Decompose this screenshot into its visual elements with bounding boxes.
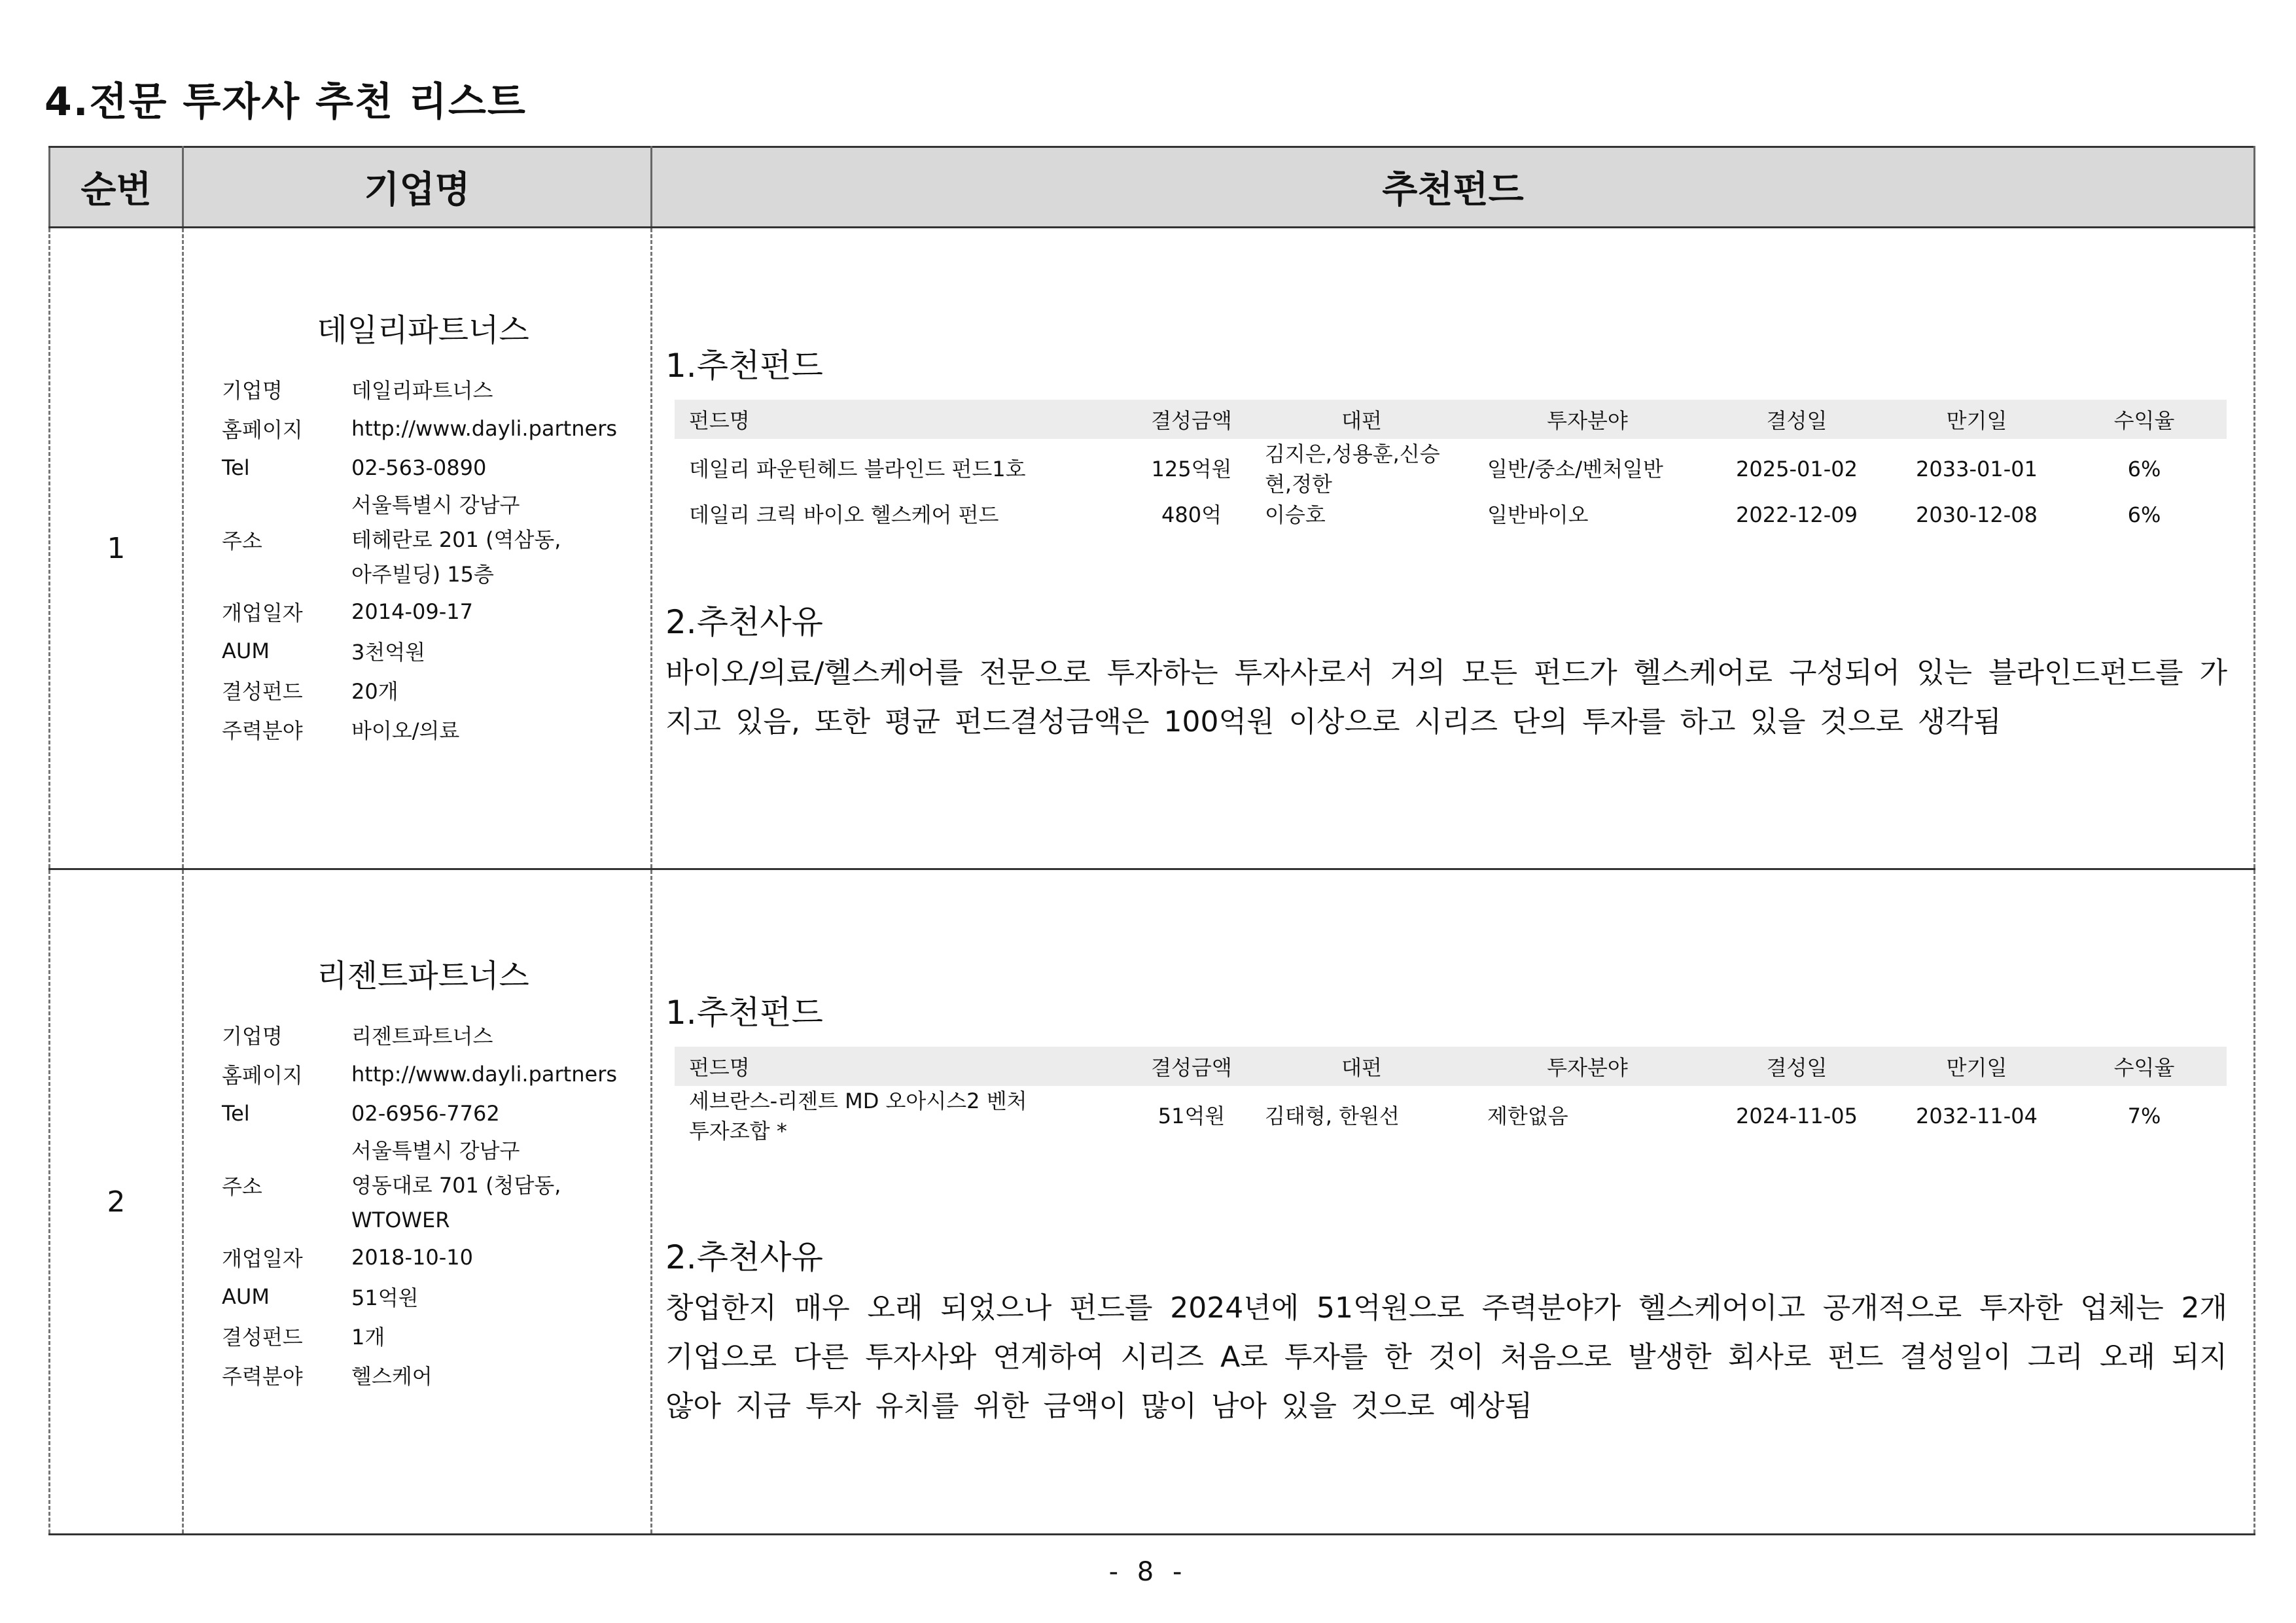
info-label: 주소 [222, 1174, 262, 1199]
funds-cell [652, 869, 2255, 1535]
fund-header-row [675, 400, 2227, 439]
fund-row [675, 499, 2227, 531]
info-value-founded: 2018-10-10 [351, 1245, 473, 1270]
info-label: 결성펀드 [222, 679, 303, 704]
info-label: AUM [222, 1284, 270, 1309]
info-label: 기업명 [222, 378, 283, 403]
company-info-table [222, 1015, 617, 1395]
info-value-address [351, 1133, 617, 1238]
header-num: 순번 [50, 147, 183, 228]
fund-name: 데일리 파운틴헤드 블라인드 펀드1호 [689, 457, 1026, 481]
fund-col-header: 결성일 [1702, 400, 1892, 439]
row-number: 2 [50, 869, 183, 1535]
info-label: 홈페이지 [222, 417, 303, 442]
row-number: 1 [50, 228, 183, 869]
fund-end: 2033-01-01 [1916, 457, 2038, 481]
info-label: 홈페이지 [222, 1063, 303, 1088]
section-title-funds: 1.추천펀드 [665, 347, 823, 385]
fund-col-header: 결성금액 [1133, 1047, 1250, 1086]
info-label: AUM [222, 638, 270, 663]
fund-end: 2032-11-04 [1916, 1104, 2038, 1128]
address-line: 테헤란로 201 (역삼동, [351, 527, 561, 552]
company-name-heading: 리젠트파트너스 [317, 958, 529, 994]
fund-manager-line: 김지은,성용훈,신승 [1265, 442, 1440, 466]
info-value-focus: 바이오/의료 [351, 718, 460, 743]
address-line: 아주빌딩) 15층 [351, 561, 494, 587]
fund-header-row [675, 1047, 2227, 1086]
info-label: Tel [222, 455, 250, 480]
info-value-name: 리젠트파트너스 [351, 1024, 493, 1049]
address-line: 서울특별시 강남구 [351, 1138, 520, 1163]
section-title-reason: 2.추천사유 [665, 1238, 823, 1276]
fund-amount: 480억 [1161, 502, 1222, 527]
company-cell [183, 869, 652, 1535]
fund-end: 2030-12-08 [1916, 502, 2038, 527]
fund-col-header: 수익율 [2062, 1047, 2227, 1086]
info-value-homepage: http://www.dayli.partners [351, 416, 618, 441]
info-label: 개업일자 [222, 601, 303, 625]
fund-col-header: 수익율 [2062, 400, 2227, 439]
fund-col-header: 펀드명 [675, 400, 1133, 439]
fund-manager: 김태형, 한원선 [1265, 1104, 1400, 1128]
company-cell [183, 228, 652, 869]
fund-table [675, 400, 2227, 531]
fund-col-header: 결성금액 [1133, 400, 1250, 439]
fund-start: 2022-12-09 [1736, 502, 1858, 527]
investor-recommendation-table [48, 146, 2255, 1535]
fund-name-line: 투자조합 * [689, 1119, 787, 1143]
fund-return: 6% [2127, 502, 2161, 527]
fund-return: 6% [2127, 457, 2161, 481]
company-info-table [222, 370, 617, 749]
table-header-row [50, 147, 2255, 228]
fund-table [675, 1047, 2227, 1146]
fund-return: 7% [2127, 1104, 2161, 1128]
info-label: 주력분야 [222, 718, 303, 743]
info-value-homepage: http://www.dayli.partners [351, 1062, 618, 1087]
fund-field: 일반/중소/벤처일반 [1487, 457, 1663, 481]
fund-amount: 51억원 [1157, 1104, 1226, 1128]
page-title: 4.전문 투자사 추천 리스트 [44, 79, 527, 125]
fund-col-header: 대펀 [1250, 400, 1473, 439]
section-title-funds: 1.추천펀드 [665, 994, 823, 1032]
fund-col-header: 대펀 [1250, 1047, 1473, 1086]
info-value-name: 데일리파트너스 [351, 378, 493, 403]
company-name-heading: 데일리파트너스 [317, 312, 529, 349]
fund-row [675, 1086, 2227, 1146]
fund-col-header: 투자분야 [1473, 1047, 1702, 1086]
fund-col-header: 투자분야 [1473, 400, 1702, 439]
info-value-tel: 02-563-0890 [351, 455, 487, 480]
table-row [50, 869, 2255, 1535]
address-line: 서울특별시 강남구 [351, 492, 520, 517]
fund-name-line: 세브란스-리젠트 MD 오아시스2 벤처 [689, 1089, 1027, 1113]
info-label: 결성펀드 [222, 1325, 303, 1350]
info-value-address [351, 487, 617, 592]
fund-manager-line: 현,정한 [1265, 472, 1332, 497]
info-label: Tel [222, 1101, 250, 1126]
info-value-fund-count: 1개 [351, 1325, 385, 1350]
header-funds: 추천펀드 [652, 147, 2255, 228]
header-company: 기업명 [183, 147, 652, 228]
fund-row [675, 439, 2227, 499]
fund-amount: 125억원 [1151, 457, 1232, 481]
fund-manager: 이승호 [1265, 502, 1326, 527]
info-value-aum: 3천억원 [351, 640, 426, 665]
fund-col-header: 만기일 [1892, 1047, 2062, 1086]
fund-start: 2024-11-05 [1736, 1104, 1858, 1128]
funds-cell [652, 228, 2255, 869]
info-value-fund-count: 20개 [351, 679, 398, 704]
info-value-focus: 헬스케어 [351, 1364, 433, 1389]
info-value-aum: 51억원 [351, 1285, 419, 1310]
info-label: 개업일자 [222, 1246, 303, 1271]
fund-manager [1250, 439, 1473, 499]
address-line: WTOWER [351, 1207, 450, 1232]
fund-col-header: 만기일 [1892, 400, 2062, 439]
info-label: 주소 [222, 529, 262, 553]
fund-start: 2025-01-02 [1736, 457, 1858, 481]
address-line: 영동대로 701 (청담동, [351, 1172, 561, 1198]
fund-name [675, 1086, 1133, 1146]
info-label: 기업명 [222, 1024, 283, 1049]
page-number: - 8 - [1108, 1557, 1188, 1587]
fund-field: 일반바이오 [1487, 502, 1589, 527]
table-row [50, 228, 2255, 869]
fund-field: 제한없음 [1487, 1104, 1568, 1128]
section-title-reason: 2.추천사유 [665, 603, 823, 641]
recommendation-reason: 창업한지 매우 오래 되었으나 펀드를 2024년에 51억원으로 주력분야가 헬스케어이고 공개적으로 투자한 업체는 2개 기업으로 다른 투자사와 연계하여 시리즈 A로 투자를 한 것이 처음으로 발생한 회사로 펀드 결성일이 그리 오래 되지 않아 지금 투자 유치를 위한 금액이 많이 남아 있을 것으로 예상됨 [665, 1291, 2227, 1423]
fund-name: 데일리 크릭 바이오 헬스케어 펀드 [689, 502, 999, 527]
recommendation-reason: 바이오/의료/헬스케어를 전문으로 투자하는 투자사로서 거의 모든 펀드가 헬스케어로 구성되어 있는 블라인드펀드를 가지고 있음, 또한 평균 펀드결성금액은 100억원 이상으로 시리즈 단의 투자를 하고 있을 것으로 생각됨 [665, 656, 2227, 739]
fund-col-header: 펀드명 [675, 1047, 1133, 1086]
info-value-tel: 02-6956-7762 [351, 1101, 500, 1126]
info-label: 주력분야 [222, 1364, 303, 1389]
fund-col-header: 결성일 [1702, 1047, 1892, 1086]
info-value-founded: 2014-09-17 [351, 599, 473, 624]
